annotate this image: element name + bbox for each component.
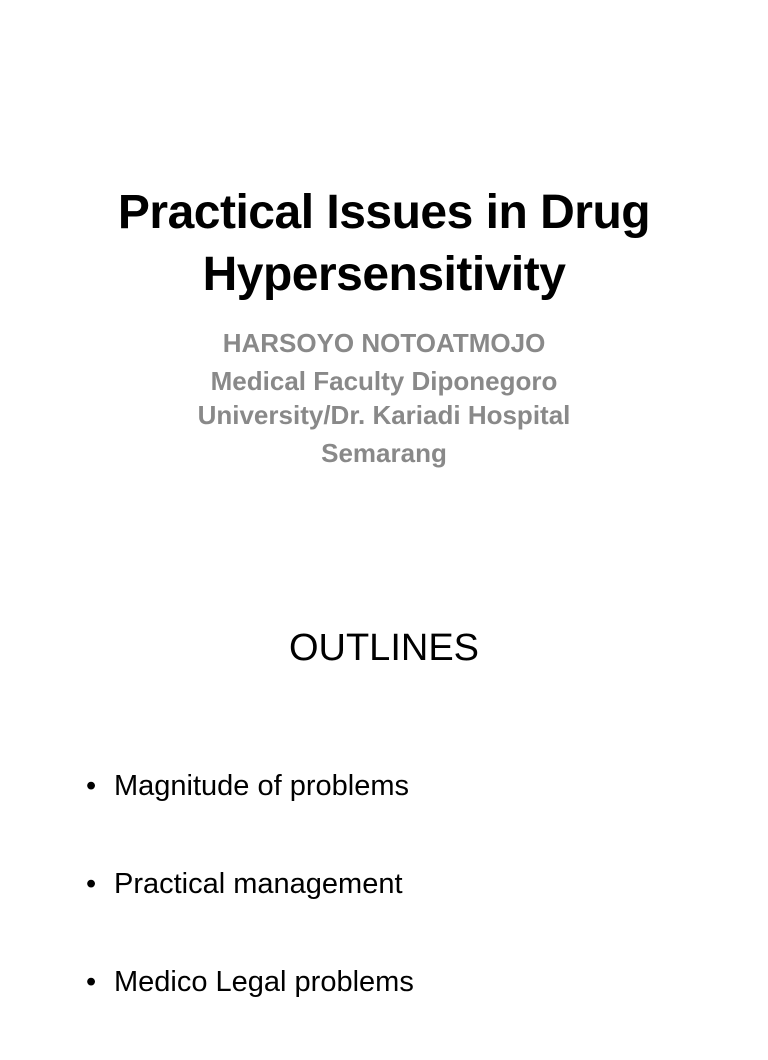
bullet-text: Medico Legal problems [114,966,414,998]
outline-bullet-item [86,962,726,1002]
outline-bullet-item [86,766,726,806]
affiliation-line-2: University/Dr. Kariadi Hospital [197,400,571,430]
bullet-icon: • [86,770,97,802]
bullet-icon: • [86,966,97,998]
outline-bullet-list [86,766,726,1060]
outline-bullet-item [86,864,726,904]
author-name: HARSOYO NOTOATMOJO [222,328,546,358]
slide-title [60,182,708,306]
affiliation-city: Semarang [321,438,447,468]
slide-title-line-2: Hypersensitivity [202,248,566,301]
affiliation-line-1: Medical Faculty Diponegoro [210,366,558,396]
outline-slide [0,576,768,1024]
slide-title-line-1: Practical Issues in Drug [117,186,651,239]
slide-subtitle [60,326,708,470]
outline-heading: OUTLINES [288,627,480,669]
bullet-text: Magnitude of problems [114,770,409,802]
bullet-text: Practical management [114,868,403,900]
bullet-icon: • [86,868,97,900]
